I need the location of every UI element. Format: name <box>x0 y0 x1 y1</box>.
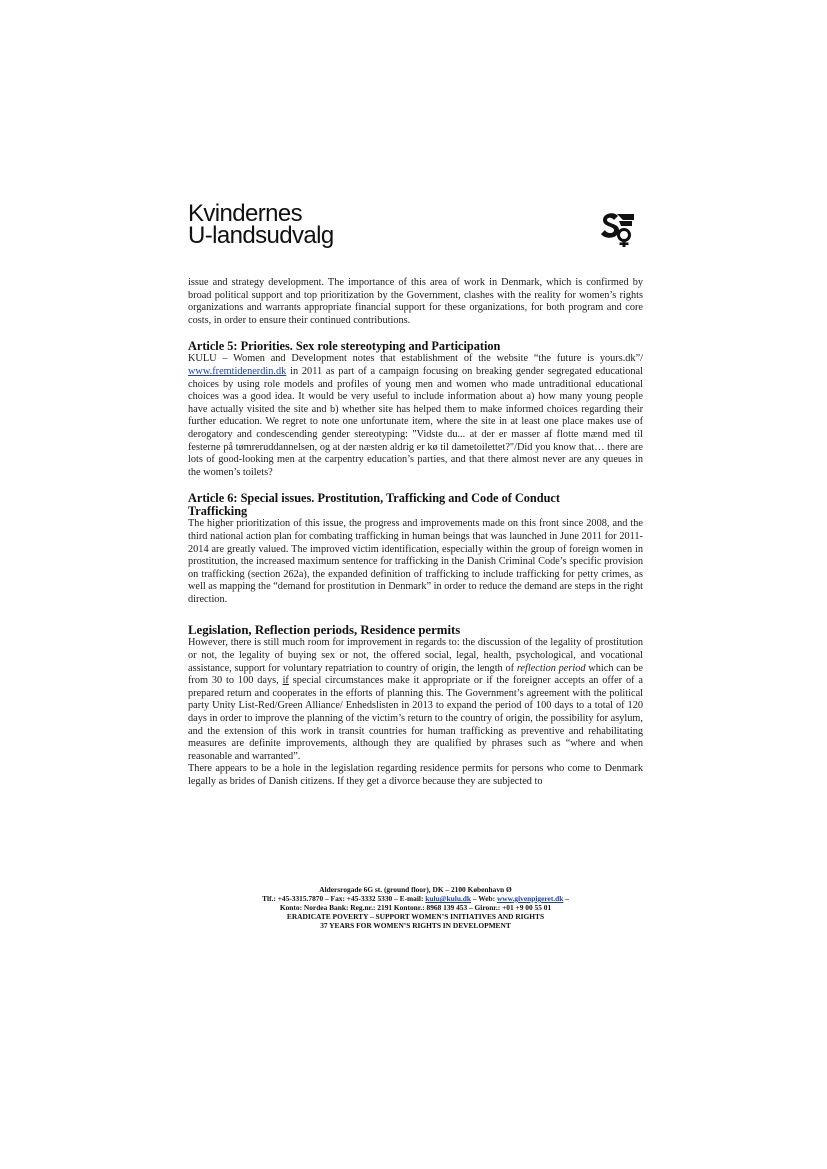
legislation-heading: Legislation, Reflection periods, Residence permits <box>188 623 461 638</box>
organization-logo-text <box>188 200 334 249</box>
footer-email-link[interactable]: kulu@kulu.dk <box>425 894 472 903</box>
article5-section <box>188 340 643 479</box>
legislation-section <box>188 623 643 788</box>
article5-text-a: KULU – Women and Development notes that establishment of the website “the future is yours.dk”/ <box>188 353 643 365</box>
footer-contact-suffix: – <box>563 894 569 903</box>
intro-paragraph: issue and strategy development. The importance of this area of work in Denmark, which is confirmed by broad political support and top prioritization by the Government, clashes with the reality for women’s rights organizations and warrants appropriate financial support for these organizations, for both program and core costs, in order to ensure their continued contributions. <box>188 277 643 326</box>
footer-slogan-2: 37 YEARS FOR WOMEN’S RIGHTS IN DEVELOPMENT <box>320 921 511 930</box>
article5-paragraph <box>188 353 643 479</box>
residence-permit-paragraph: There appears to be a hole in the legislation regarding residence permits for persons who come to Denmark legally as brides of Danish citizens. If they get a divorce because they are subjected to <box>188 763 643 787</box>
article5-text-b: in 2011 as part of a campaign focusing on breaking gender segregated educational choices by using role models and profiles of young men and women who made untraditional educational choices was a good idea. It would be very useful to include information about a) how many young people have actually visited the site and b) whether site has helped them to make informed choices regarding their further education. We regret to note one unfortunate item, where the site in at least one place makes use of derogatory and condescending gender stereotyping: "Vidste du... at der er masser af flotte mænd med til festerne på tømreruddannelsen, og at der næsten aldrig er kø til dametoilettet?"/Did you know that… there are lots of good-looking men at the carpentry education’s parties, and that there almost never are any queues in the women’s toilets? <box>188 365 643 478</box>
legislation-text-2: which can be from 30 to 100 days, <box>188 662 644 687</box>
legislation-text-3: special circumstances make it appropriate or if the foreigner accepts an offer of a prepared return and cooperates in the efforts of planning this. The Government’s agreement with the political party Unity List-Red/Green Alliance/ Enhedslisten in 2013 to expand the period of 100 days to a total of 120 days in order to improve the planning of the victim’s return to the country of origin, the possibility for asylum, and the extension of this work in transit countries for human trafficking as preventive and rehabilitating measures are definite improvements, although they are qualified by phrases such as “where and when reasonable and warranted”. <box>188 675 643 762</box>
org-name-line1: Kvindernes <box>188 200 303 227</box>
article6-heading-line2: Trafficking <box>188 504 248 519</box>
article6-heading-line1: Article 6: Special issues. Prostitution, Trafficking and Code of Conduct <box>188 491 560 506</box>
org-name-line2: U-landsudvalg <box>188 222 334 249</box>
article6-paragraph: The higher prioritization of this issue, the progress and improvements made on this front since 2008, and the third national action plan for combating trafficking in human beings that was launched in June 2011 for 2011-2014 are greatly valued. The improved victim identification, especially within the group of foreign women in prostitution, the increased maximum sentence for trafficking in the Danish Criminal Code’s specific provision on trafficking (section 262a), the expanded definition of trafficking to include trafficking for petty crimes, as well as mapping the “demand for prostitution in Denmark” in order to reduce the demand are steps in the right direction. <box>188 518 643 605</box>
footer-contact-mid: – Web: <box>471 894 497 903</box>
document-body <box>188 277 643 789</box>
footer-contact-line <box>188 894 643 903</box>
underlined-if: if <box>282 675 289 687</box>
footer-bank: Konto: Nordea Bank: Reg.nr.: 2191 Kontonr.: 8968 139 453 – Gironr.: +01 +9 00 55 01 <box>279 903 552 912</box>
website-link[interactable]: www.fremtidenerdin.dk <box>188 365 287 377</box>
footer-contact-prefix: Tlf.: +45-3315.7870 – Fax: +45-3332 5330 – E-mail: <box>262 894 426 903</box>
legislation-text-1: However, there is still much room for improvement in regards to: the discussion of the legality of prostitution or not, the legality of buying sex or not, the offered social, legal, health, psychological, and vocational assistance, support for voluntary repatriation to country of origin, the length of <box>188 637 643 674</box>
article6-heading <box>188 492 643 518</box>
article6-section <box>188 492 643 606</box>
article5-heading: Article 5: Priorities. Sex role stereotyping and Participation <box>188 339 501 354</box>
footer-slogan-1: ERADICATE POVERTY – SUPPORT WOMEN’S INITIATIVES AND RIGHTS <box>286 912 545 921</box>
reflection-period-term: reflection period <box>516 662 586 674</box>
footer-web-link[interactable]: www.givenpigeret.dk <box>496 894 564 903</box>
legislation-paragraph <box>188 637 643 763</box>
kulu-logo-icon <box>597 208 637 248</box>
letterhead-footer <box>188 885 643 930</box>
footer-address: Aldersrogade 6G st. (ground floor), DK – 2100 København Ø <box>319 885 512 894</box>
